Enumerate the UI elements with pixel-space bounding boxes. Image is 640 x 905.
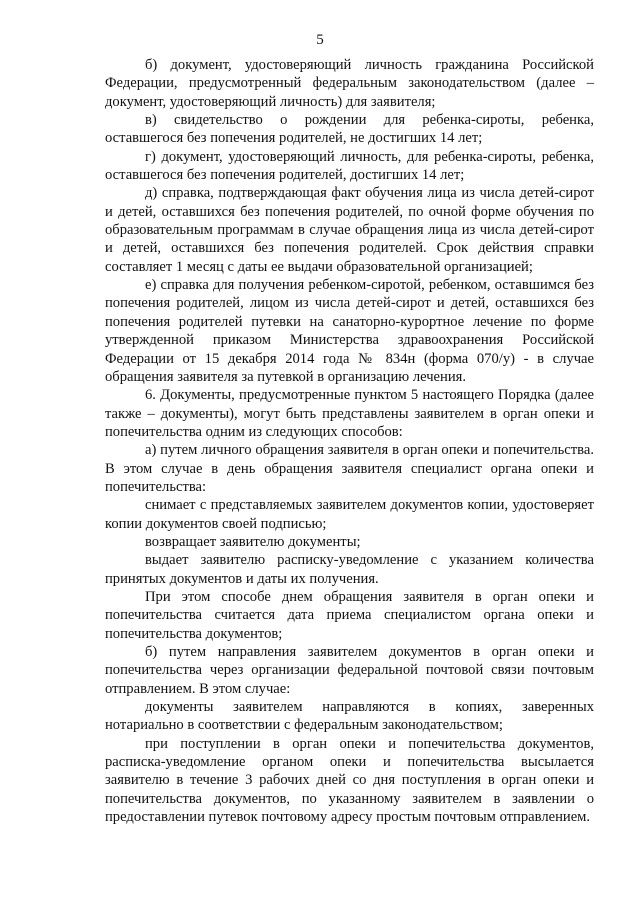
document-body — [105, 56, 594, 826]
paragraph-6a-copies: снимает с представляемых заявителем документов копии, удостоверяет копии документов своей подписью; — [105, 497, 594, 532]
paragraph-6b: б) путем направления заявителем документов в орган опеки и попечительства через организации федеральной почтовой связи почтовым отправлением. В этом случае: — [105, 644, 594, 697]
paragraph-6b-notice: при поступлении в орган опеки и попечительства документов, расписка-уведомление органом опеки и попечительства высылается заявителю в течение 3 рабочих дней со дня поступления в орган опеки и попечительства документов, по указанному заявителем в заявлении о предоставлении путевок почтовому адресу простым почтовым отправлением. — [105, 735, 594, 826]
paragraph-6b-copies: документы заявителем направляются в копиях, заверенных нотариально в соответствии с федеральным законодательством; — [105, 699, 594, 734]
paragraph-6a-date: При этом способе днем обращения заявителя в орган опеки и попечительства считается дата приема специалистом органа опеки и попечительства документов; — [105, 588, 594, 642]
paragraph-6a-return: возвращает заявителю документы; — [145, 533, 361, 550]
paragraph-5b: б) документ, удостоверяющий личность гражданина Российской Федерации, предусмотренный федеральным законодательством (далее – документ, удостоверяющий личность) для заявителя; — [105, 57, 594, 110]
paragraph-5e: е) справка для получения ребенком-сиротой, ребенком, оставшимся без попечения родителей, лицом из числа детей-сирот и детей, оставшихся без попечения родителей путевки на санаторно-курортное лечение по форме утвержденной приказом Министерства здравоохранения Российской Федерации от 15 декабря 2014 года № 834н (форма 070/у) - в случае обращения заявителя за путевкой в организацию лечения. — [105, 277, 594, 385]
paragraph-5g: г) документ, удостоверяющий личность, для ребенка-сироты, ребенка, оставшегося без попечения родителей, достигших 14 лет; — [105, 148, 594, 184]
paragraph-6: 6. Документы, предусмотренные пунктом 5 настоящего Порядка (далее также – документы), могут быть представлены заявителем в орган опеки и попечительства одним из следующих способов: — [105, 387, 594, 440]
paragraph-5d: д) справка, подтверждающая факт обучения лица из числа детей-сирот и детей, оставшихся без попечения родителей, по очной форме обучения по образовательным программам в случае обращения лица из числа детей-сирот и детей, оставшихся без попечения родителей. Срок действия справки составляет 1 месяц с даты ее выдачи образовательной организацией; — [105, 185, 594, 275]
paragraph-6a-receipt: выдает заявителю расписку-уведомление с указанием количества принятых документов и даты их получения. — [105, 552, 594, 587]
paragraph-5v: в) свидетельство о рождении для ребенка-сироты, ребенка, оставшегося без попечения родителей, не достигших 14 лет; — [105, 112, 594, 147]
page-number: 5 — [316, 32, 324, 48]
paragraph-6a: а) путем личного обращения заявителя в орган опеки и попечительства. В этом случае в день обращения заявителя специалист органа опеки и попечительства: — [105, 442, 594, 495]
